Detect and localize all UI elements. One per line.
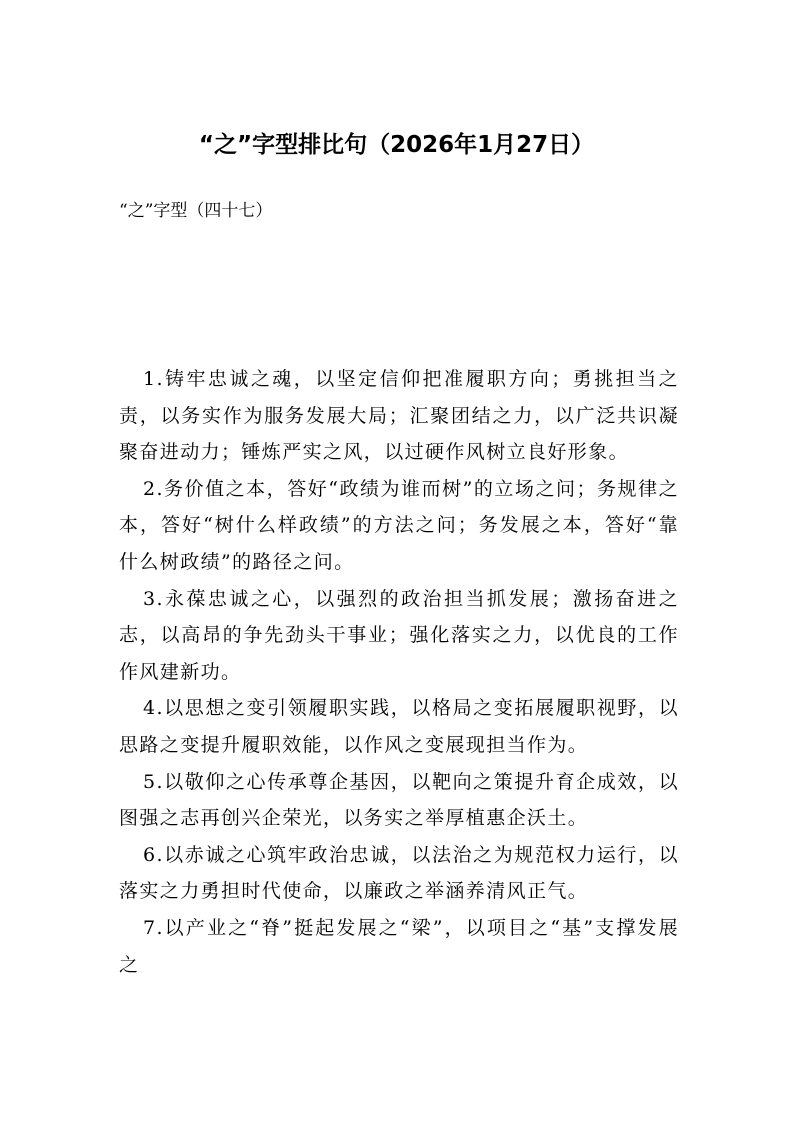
paragraph-4: 4.以思想之变引领履职实践，以格局之变拓展履职视野，以思路之变提升履职效能，以作风之变展现担当作为。: [119, 697, 679, 756]
paragraph-6: 6.以赤诚之心筑牢政治忠诚，以法治之为规范权力运行，以落实之力勇担时代使命，以廉政之举涵养清风正气。: [119, 843, 679, 903]
document-subtitle: “之”字型（四十七）: [119, 201, 273, 221]
paragraph-1: 1.铸牢忠诚之魂，以坚定信仰把准履职方向；勇挑担当之责，以务实作为服务发展大局；汇聚团结之力，以广泛共识凝聚奋进动力；锤炼严实之风，以过硬作风树立良好形象。: [119, 368, 679, 464]
paragraph-2: 2.务价值之本，答好“政绩为谁而树”的立场之问；务规律之本，答好“树什么样政绩”的方法之问；务发展之本，答好“靠什么树政绩”的路径之问。: [119, 477, 679, 573]
document-title: “之”字型排比句（2026年1月27日）: [198, 132, 595, 158]
paragraph-3: 3.永葆忠诚之心，以强烈的政治担当抓发展；激扬奋进之志，以高昂的争先劲头干事业；强化落实之力，以优良的工作作风建新功。: [119, 587, 679, 683]
document-body: [119, 361, 679, 983]
paragraph-7: 7.以产业之“脊”挺起发展之“梁”，以项目之“基”支撑发展之: [119, 916, 679, 976]
paragraph-5: 5.以敬仰之心传承尊企基因，以靶向之策提升育企成效，以图强之志再创兴企荣光，以务实之举厚植惠企沃土。: [119, 770, 679, 830]
